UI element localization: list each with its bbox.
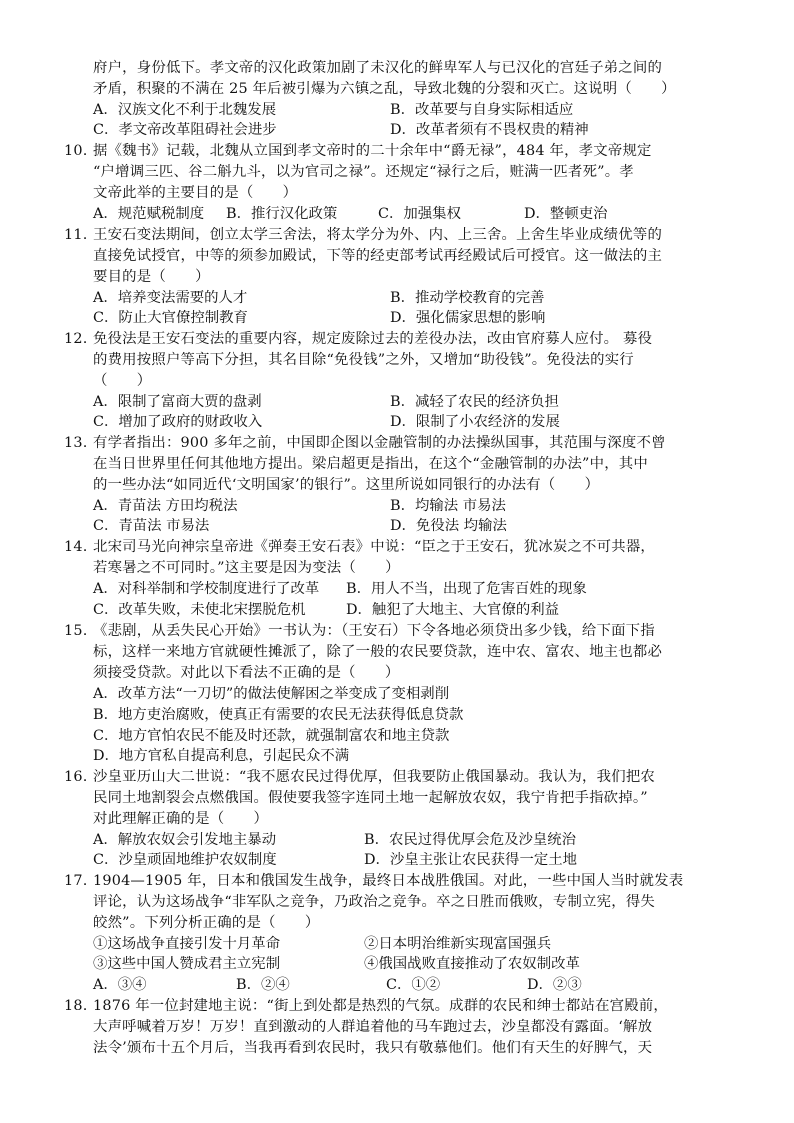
q17-option-c: C．①② [386, 977, 441, 993]
q11-line-3: 要目的是（ ） [93, 269, 210, 285]
q16-line-2: 民同土地割裂会点燃俄国。假使要我签字连同土地一起解放农奴，我宁肯把手指砍掉。” [93, 790, 648, 806]
q17-statement-2: ②日本明治维新实现富国强兵 [364, 936, 552, 952]
q17-option-b: B．②④ [236, 977, 290, 993]
q17-option-a: A．③④ [93, 977, 147, 993]
q17-statement-4: ④俄国战败直接推动了农奴制改革 [364, 956, 580, 972]
q13-option-c: C．青苗法 市易法 [93, 518, 210, 534]
q11-option-a: A．培养变法需要的人才 [93, 290, 248, 306]
q13-option-d: D．免役法 均输法 [390, 518, 507, 534]
q16-option-c: C．沙皇顽固地维护农奴制度 [93, 852, 277, 868]
q10-line-2: “户增调三匹、谷二斛九斗，以为官司之禄”。还规定“禄行之后，赃满一匹者死”。孝 [93, 164, 634, 180]
q17-line-3: 皎然”。下列分析正确的是（ ） [93, 915, 320, 931]
q10-option-a: A．规范赋税制度 [93, 206, 205, 222]
q10-number: 10. [64, 143, 88, 159]
q10-line-3: 文帝此举的主要目的是（ ） [93, 185, 298, 201]
q12-line-3: （ ） [93, 373, 152, 389]
q9-option-b: B．改革要与自身实际相适应 [390, 102, 574, 118]
q9-option-d: D．改革者须有不畏权贵的精神 [390, 122, 589, 138]
q12-option-d: D．限制了小农经济的发展 [390, 414, 560, 430]
q13-option-b: B．均输法 市易法 [390, 498, 506, 514]
q16-line-3: 对此理解正确的是（ ） [93, 811, 269, 827]
q18-line-3: 法令’颁布十五个月后，当我再看到农民时，我只有敬慕他们。他们有天生的好脾气，天 [93, 1040, 653, 1056]
q13-line-2: 在当日世界里任何其他地方提出。梁启超更是指出，在这个“金融管制的办法”中，其中 [93, 456, 648, 472]
q15-line-3: 须接受贷款。对此以下看法不正确的是（ ） [93, 665, 400, 681]
q14-option-d: D．触犯了大地主、大官僚的利益 [346, 602, 560, 618]
q12-line-1: 免役法是王安石变法的重要内容，规定废除过去的差役办法，改由官府募人应付。 募役 [93, 331, 653, 347]
q13-line-1: 有学者指出：900 多年之前，中国即企图以金融管制的办法操纵国事，其范围与深度不曾 [93, 435, 666, 451]
q15-option-a: A．改革方法“一刀切”的做法使解困之举变成了变相剥削 [93, 686, 450, 702]
q10-option-c: C．加强集权 [378, 206, 461, 222]
q11-option-d: D．强化儒家思想的影响 [390, 310, 546, 326]
q17-line-1: 1904—1905 年，日本和俄国发生战争，最终日本战胜俄国。对此，一些中国人当时就发表 [93, 873, 684, 889]
q9-line-2: 矛盾，积聚的不满在 25 年后被引爆为六镇之乱，导致北魏的分裂和灭亡。这说明（ ） [93, 81, 676, 97]
q11-option-c: C．防止大官僚控制教育 [93, 310, 248, 326]
q16-option-b: B．农民过得优厚会危及沙皇统治 [364, 832, 577, 848]
q16-number: 16. [64, 769, 88, 785]
q17-statement-3: ③这些中国人赞成君主立宪制 [93, 956, 281, 972]
q14-option-c: C．改革失败，未使北宋摆脱危机 [93, 602, 306, 618]
q12-line-2: 的费用按照户等高下分担，其名目除“免役钱”之外，又增加“助役钱”。免役法的实行 [93, 352, 634, 368]
q11-number: 11. [64, 227, 88, 243]
q15-option-c: C．地方官怕农民不能及时还款，就强制富农和地主贷款 [93, 728, 450, 744]
q12-option-c: C．增加了政府的财政收入 [93, 414, 263, 430]
q12-option-a: A．限制了富商大贾的盘剥 [93, 394, 262, 410]
q11-option-b: B．推动学校教育的完善 [390, 290, 545, 306]
q14-line-2: 若寒暑之不可同时。”这主要是因为变法（ ） [93, 560, 400, 576]
q11-line-1: 王安石变法期间，创立太学三舍法，将太学分为外、内、上三舍。上舍生毕业成绩优等的 [93, 227, 663, 243]
q18-line-1: 1876 年一位封建地主说：“街上到处都是热烈的气氛。成群的农民和绅士都站在宫殿前， [93, 998, 669, 1014]
q13-line-3: 的一些办法“如同近代‘文明国家’的银行”。这里所说如同银行的办法有（ ） [93, 477, 600, 493]
q15-option-d: D．地方官私自提高利息，引起民众不满 [93, 748, 350, 764]
q11-line-2: 直接免试授官，中等的须参加殿试，下等的经吏部考试再经殿试后可授官。这一做法的主 [93, 248, 663, 264]
q17-line-2: 评论，认为这场战争“非军队之竞争，乃政治之竞争。卒之日胜而俄败，专制立宪，得失 [93, 894, 656, 910]
q15-line-1: 《悲剧，从丢失民心开始》一书认为：（王安石）下令各地必须贷出多少钱，给下面下指 [93, 623, 655, 639]
q17-option-d: D．②③ [527, 977, 582, 993]
q15-line-2: 标，这样一来地方官就硬性摊派了，除了一般的农民要贷款，连中农、富农、地主也都必 [93, 644, 663, 660]
q17-number: 17. [64, 873, 88, 889]
q14-number: 14. [64, 539, 88, 555]
q13-option-a: A．青苗法 方田均税法 [93, 498, 238, 514]
q12-number: 12. [64, 331, 88, 347]
q10-option-d: D．整顿吏治 [524, 206, 608, 222]
q10-option-b: B．推行汉化政策 [226, 206, 338, 222]
q16-line-1: 沙皇亚历山大二世说：“我不愿农民过得优厚，但我要防止俄国暴动。我认为，我们把农 [93, 769, 656, 785]
q16-option-d: D．沙皇主张让农民获得一定土地 [364, 852, 578, 868]
q16-option-a: A．解放农奴会引发地主暴动 [93, 832, 277, 848]
q10-line-1: 据《魏书》记载，北魏从立国到孝文帝时的二十余年中“爵无禄”，484 年，孝文帝规定 [93, 143, 652, 159]
q9-line-1: 府户，身份低下。孝文帝的汉化政策加剧了未汉化的鲜卑军人与已汉化的宫廷子弟之间的 [93, 60, 663, 76]
q18-line-2: 大声呼喊着万岁！万岁！直到激动的人群追着他的马车跑过去，沙皇都没有露面。‘解放 [93, 1019, 653, 1035]
q9-option-c: C．孝文帝改革阻碍社会进步 [93, 122, 277, 138]
q15-number: 15. [64, 623, 88, 639]
q18-number: 18. [64, 998, 88, 1014]
q14-line-1: 北宋司马光向神宗皇帝进《弹奏王安石表》中说：“臣之于王安石，犹冰炭之不可共器， [93, 539, 656, 555]
q14-option-b: B．用人不当，出现了危害百姓的现象 [346, 581, 587, 597]
q15-option-b: B．地方吏治腐败，使真正有需要的农民无法获得低息贷款 [93, 707, 464, 723]
q12-option-b: B．减轻了农民的经济负担 [390, 394, 559, 410]
q14-option-a: A．对科举制和学校制度进行了改革 [93, 581, 320, 597]
q17-statement-1: ①这场战争直接引发十月革命 [93, 936, 281, 952]
q13-number: 13. [64, 435, 88, 451]
q9-option-a: A．汉族文化不利于北魏发展 [93, 102, 277, 118]
